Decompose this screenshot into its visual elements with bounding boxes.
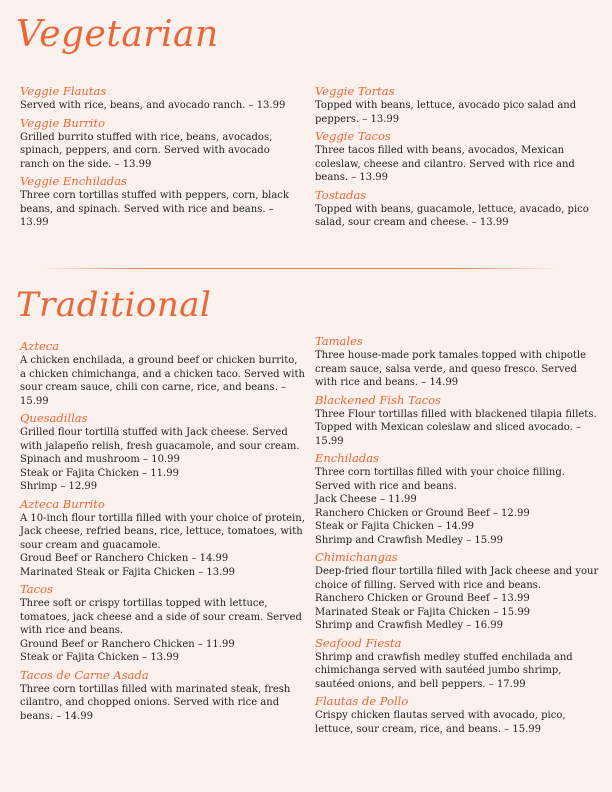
menu-item-name: Azteca [20, 339, 60, 353]
menu-item-description: Three tacos filled with beans, avocados, Mexican coleslaw, cheese and cilantro. Served with rice and beans. – 13.99 [315, 145, 575, 183]
menu-item [20, 582, 306, 665]
menu-item [20, 116, 302, 172]
menu-item [315, 334, 600, 390]
menu-item [315, 550, 600, 633]
menu-item-description: Three Flour tortillas filled with blackened tilapia fillets. Topped with Mexican coleslaw and sliced avocado. – 15.99 [315, 408, 597, 447]
menu-item [20, 174, 302, 230]
vegetarian-left-column [20, 84, 302, 233]
menu-item-description: Deep-fried flour tortilla filled with Jack cheese and your choice of filling. Served with rice and beans. [315, 566, 599, 591]
menu-item-name: Tacos [20, 582, 53, 596]
menu-item-description: Crispy chicken flautas served with avocado, pico, lettuce, sour cream, rice, and beans. – 15.99 [315, 710, 566, 735]
menu-item-description: Topped with beans, lettuce, avocado pico salad and peppers. – 13.99 [315, 100, 577, 125]
menu-item-description: Shrimp and crawfish medley stuffed enchilada and chimichanga served with sautéed jumbo shrimp, sautéed onions, and bell peppers. – 17.99 [315, 651, 573, 690]
menu-item-price-option: Steak or Fajita Chicken – 13.99 [20, 652, 179, 663]
menu-item [315, 84, 597, 126]
traditional-title: Traditional [16, 285, 212, 325]
menu-item-name: Veggie Enchiladas [20, 174, 127, 188]
vegetarian-title: Vegetarian [16, 14, 219, 55]
menu-item [20, 668, 306, 724]
menu-item [20, 411, 306, 494]
menu-item-price-option: Marinated Steak or Fajita Chicken – 13.99 [20, 566, 236, 578]
menu-item-name: Chimichangas [315, 550, 398, 564]
section-divider [40, 268, 560, 269]
menu-item-name: Quesadillas [20, 411, 88, 425]
menu-item-description: A chicken enchilada, a ground beef or chicken burrito, a chicken chimichanga, and a chicken taco. Served with sour cream sauce, chili con carne, rice, and beans. – 15.99 [20, 355, 305, 407]
menu-item-name: Tostadas [315, 187, 367, 202]
menu-item-price-option: Ground Beef or Ranchero Chicken – 11.99 [20, 638, 235, 650]
menu-item-description: A 10-inch flour tortilla filled with your choice of protein, Jack cheese, refried beans, rice, lettuce, tomatoes, with sour cream and guacamole. [20, 512, 305, 551]
menu-item-name: Tamales [315, 334, 363, 348]
menu-item-price-option: Spinach and mushroom – 10.99 [20, 454, 180, 465]
menu-item-name: Blackened Fish Tacos [315, 392, 441, 407]
menu-item-name: Veggie Tacos [315, 129, 391, 143]
menu-item-name: Veggie Flautas [20, 84, 107, 98]
menu-item-description: Grilled flour tortilla stuffed with Jack cheese. Served with jalapeño relish, fresh guacamole, and sour cream. [20, 427, 300, 452]
menu-item-price-option: Steak or Fajita Chicken – 11.99 [20, 467, 179, 479]
menu-item-price-option: Ranchero Chicken or Ground Beef – 12.99 [315, 507, 530, 519]
menu-item-price-option: Marinated Steak or Fajita Chicken – 15.99 [315, 606, 531, 618]
menu-item-name: Veggie Burrito [20, 115, 105, 130]
menu-item [20, 339, 306, 408]
menu-item-name: Flautas de Pollo [315, 694, 409, 708]
menu-item [315, 393, 600, 449]
menu-item-description: Topped with beans, guacamole, lettuce, avacado, pico salad, sour cream and cheese. – 13.99 [315, 203, 589, 228]
menu-item-name: Azteca Burrito [20, 496, 105, 511]
traditional-right-column [315, 334, 600, 739]
menu-item-name: Tacos de Carne Asada [20, 667, 149, 682]
menu-item-name: Enchiladas [315, 451, 379, 465]
menu-item-description: Served with rice, beans, and avocado ranch. – 13.99 [20, 100, 286, 111]
menu-item [20, 84, 302, 113]
menu-item [315, 636, 600, 692]
menu-item-name: Veggie Tortas [315, 84, 395, 98]
menu-item-price-option: Shrimp and Crawfish Medley – 15.99 [315, 534, 503, 546]
vegetarian-right-column [315, 84, 597, 233]
menu-item-price-option: Steak or Fajita Chicken – 14.99 [315, 521, 474, 532]
menu-item [20, 497, 306, 580]
menu-item-description: Three house-made pork tamales topped with chipotle cream sauce, salsa verde, and queso fresco. Served with rice and beans. – 14.99 [315, 350, 587, 388]
menu-item-description: Three corn tortillas filled with your choice filling. Served with rice and beans. [315, 467, 565, 492]
menu-item [315, 129, 597, 185]
menu-item [315, 451, 600, 547]
menu-item-description: Three corn tortillas stuffed with peppers, corn, black beans, and spinach. Served with rice and beans. – 13.99 [20, 190, 289, 228]
menu-item [315, 694, 600, 736]
menu-item-price-option: Ranchero Chicken or Ground Beef – 13.99 [315, 593, 530, 604]
menu-item-price-option: Shrimp and Crawfish Medley – 16.99 [315, 620, 503, 631]
menu-item-description: Grilled burrito stuffed with rice, beans, avocados, spinach, peppers, and corn. Served with avocado ranch on the side. – 13.99 [20, 131, 273, 170]
menu-item [315, 188, 597, 230]
traditional-left-column [20, 339, 306, 726]
menu-item-name: Seafood Fiesta [315, 635, 402, 650]
menu-item-price-option: Jack Cheese – 11.99 [315, 494, 417, 505]
menu-item-description: Three corn tortillas filled with marinated steak, fresh cilantro, and chopped onions. Served with rice and beans. – 14.99 [20, 683, 291, 722]
menu-item-price-option: Shrimp – 12.99 [20, 481, 98, 492]
menu-item-price-option: Groud Beef or Ranchero Chicken – 14.99 [20, 553, 229, 564]
menu-item-description: Three soft or crispy tortillas topped with lettuce, tomatoes, jack cheese and a side of sour cream. Served with rice and beans. [20, 598, 302, 636]
